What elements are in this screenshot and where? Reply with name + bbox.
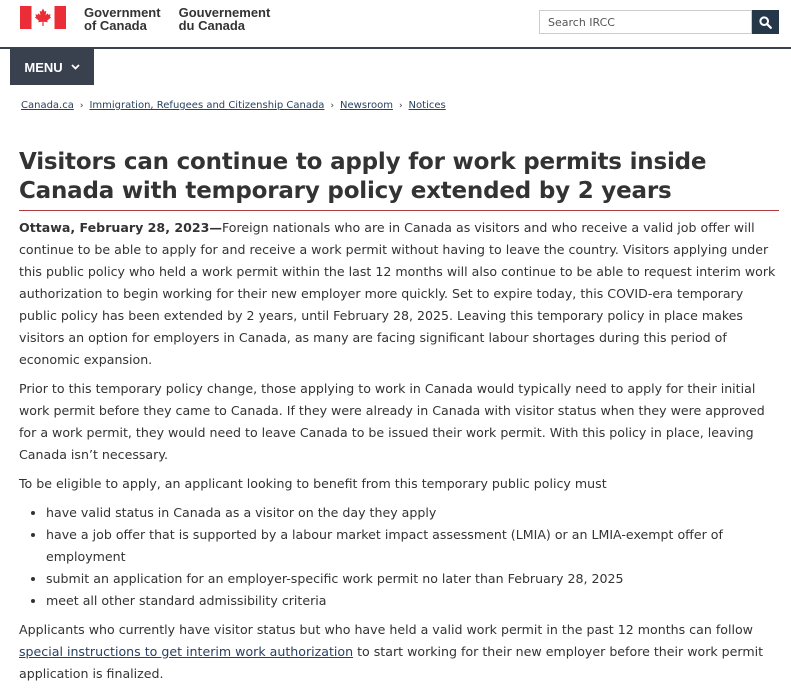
- article-body: [19, 217, 783, 692]
- interim-authorization-paragraph: [19, 619, 783, 685]
- interim-authorization-link[interactable]: special instructions to get interim work authorization: [19, 644, 354, 659]
- search-input[interactable]: [539, 10, 752, 34]
- title-underline: [19, 210, 779, 211]
- wordmark-fr-line1: Gouvernement: [178, 5, 271, 20]
- wordmark-french: [179, 6, 271, 32]
- breadcrumb: [21, 100, 446, 111]
- search-form: [539, 10, 779, 34]
- search-button[interactable]: [752, 10, 779, 34]
- wordmark-en-line2: of Canada: [84, 18, 147, 33]
- wordmark-fr-line2: du Canada: [178, 18, 246, 33]
- chevron-right-icon: ›: [330, 100, 335, 111]
- wordmark-english: [84, 6, 161, 32]
- canada-flag-icon: [20, 6, 66, 29]
- intro-text: Foreign nationals who are in Canada as visitors and who receive a valid job offer will continue to be able to apply for and receive a work permit without having to leave the country. Visitors applying under this public policy who held a work permit within the last 12 months will also continue to be able to request interim work authorization to begin working for their new employer more quickly. Set to expire today, this COVID-era temporary public policy has been extended by 2 years, until February 28, 2025. Leaving this temporary policy in place makes visitors an option for employers in Canada, as many are facing significant labour shortages during this period of economic expansion.: [19, 220, 776, 367]
- list-item: • meet all other standard admissibility criteria: [46, 590, 783, 612]
- eligibility-intro: To be eligible to apply, an applicant looking to benefit from this temporary public policy must: [19, 476, 607, 491]
- menu-button[interactable]: [10, 49, 94, 85]
- para4-text-end: to start working for their new employer before their work permit application is finalized.: [19, 644, 764, 681]
- wordmark: [84, 6, 288, 32]
- para4-text-start: Applicants who currently have visitor status but who have held a valid work permit in the past 12 months can follow: [19, 622, 753, 637]
- eligibility-list: [19, 502, 783, 612]
- wordmark-en-line1: Government: [84, 5, 161, 20]
- breadcrumb-link-canada[interactable]: Canada.ca: [21, 100, 74, 111]
- header-divider: [0, 47, 791, 49]
- top-bar: [0, 0, 791, 48]
- breadcrumb-link-newsroom[interactable]: Newsroom: [340, 100, 393, 111]
- intro-paragraph: [19, 217, 783, 371]
- page-title: Visitors can continue to apply for work permits inside Canada with temporary policy extended by 2 years: [19, 149, 707, 204]
- search-icon: [759, 16, 772, 29]
- chevron-right-icon: ›: [79, 100, 84, 111]
- chevron-down-icon: [71, 64, 80, 70]
- government-of-canada-logo[interactable]: [20, 6, 288, 32]
- list-item: • submit an application for an employer-specific work permit no later than February 28, 2025: [46, 568, 783, 590]
- dateline: Ottawa, February 28, 2023—: [19, 220, 223, 235]
- chevron-right-icon: ›: [398, 100, 403, 111]
- background-paragraph: Prior to this temporary policy change, those applying to work in Canada would typically need to apply for their initial work permit before they came to Canada. If they were already in Canada with visitor status when they were approved for a work permit, they would need to leave Canada to be issued their work permit. With this policy in place, leaving Canada isn’t necessary.: [19, 381, 765, 462]
- breadcrumb-link-notices[interactable]: Notices: [408, 100, 446, 111]
- list-item: • have valid status in Canada as a visitor on the day they apply: [46, 502, 783, 524]
- breadcrumb-link-ircc[interactable]: Immigration, Refugees and Citizenship Canada: [89, 100, 325, 111]
- list-item: • have a job offer that is supported by a labour market impact assessment (LMIA) or an LMIA-exempt offer of employment: [46, 524, 783, 568]
- menu-label: MENU: [24, 59, 63, 75]
